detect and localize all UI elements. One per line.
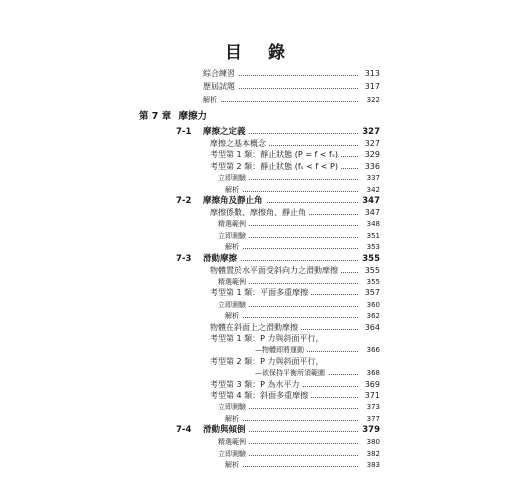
page-number: 336 xyxy=(358,161,380,173)
entry-title: 滑動與傾倒 xyxy=(203,424,249,436)
entry-title: 解析 xyxy=(225,184,242,196)
toc-row[interactable] xyxy=(0,218,520,230)
page-number: 353 xyxy=(358,241,380,253)
entry-title: 摩擦之定義 xyxy=(203,126,249,138)
toc-row[interactable] xyxy=(0,459,520,471)
page-number: 380 xyxy=(358,436,380,448)
toc-row[interactable] xyxy=(0,344,520,356)
page-number: 355 xyxy=(358,276,380,288)
page-number: 327 xyxy=(358,126,380,138)
page-number: 377 xyxy=(358,413,380,425)
dot-leader xyxy=(203,101,358,102)
page-title: 目 錄 xyxy=(225,43,295,63)
page-number: 327 xyxy=(358,138,380,150)
page-number: 355 xyxy=(358,253,380,265)
toc-row[interactable] xyxy=(0,207,520,219)
page-number: 347 xyxy=(358,207,380,219)
page-number: 348 xyxy=(358,218,380,230)
toc-row[interactable] xyxy=(0,138,520,150)
toc-row[interactable] xyxy=(0,390,520,402)
entry-title: —欲保持平衡所須範圍 xyxy=(255,367,328,379)
toc-row[interactable] xyxy=(0,299,520,311)
page-number: 383 xyxy=(358,459,380,471)
dot-leader xyxy=(225,420,358,421)
entry-title: 解析 xyxy=(225,310,242,322)
entry-title: —物體即將運動 xyxy=(255,344,307,356)
chapter-heading xyxy=(139,108,211,122)
entry-title: 考型第 3 類：P 為水平力 xyxy=(210,379,303,391)
toc-row[interactable] xyxy=(0,322,520,334)
entry-title: 立即測驗 xyxy=(218,299,249,311)
entry-title: 物體置於水平面受斜向力之滑動摩擦 xyxy=(210,265,341,277)
entry-title: 立即測驗 xyxy=(218,401,249,413)
entry-title: 解析 xyxy=(225,413,242,425)
entry-title: 精選範例 xyxy=(218,218,249,230)
page-number: 369 xyxy=(358,379,380,391)
page-number: 362 xyxy=(358,310,380,322)
toc-row[interactable] xyxy=(0,356,520,368)
page-number: 368 xyxy=(358,367,380,379)
dot-leader xyxy=(225,317,358,318)
page-number: 357 xyxy=(358,287,380,299)
page-number: 347 xyxy=(358,195,380,207)
section-number: 7-4 xyxy=(176,425,192,436)
entry-title: 解析 xyxy=(225,241,242,253)
toc-row[interactable] xyxy=(0,161,520,173)
entry-title: 考型第 1 類：P 力與斜面平行， xyxy=(210,333,327,345)
page-number: 379 xyxy=(358,424,380,436)
page-number: 317 xyxy=(358,81,380,93)
pre-row[interactable] xyxy=(0,68,520,80)
page-number: 366 xyxy=(358,344,380,356)
entry-title: 歷屆試題 xyxy=(203,81,238,93)
toc-row[interactable] xyxy=(0,333,520,345)
entry-title: 滑動摩擦 xyxy=(203,253,240,265)
page-number: 355 xyxy=(358,265,380,277)
entry-title: 摩擦係數、摩擦角、靜止角 xyxy=(210,207,309,219)
section-number: 7-1 xyxy=(176,127,192,137)
entry-title: 綜合練習 xyxy=(203,68,238,80)
section-number: 7-3 xyxy=(176,253,192,264)
pre-row[interactable] xyxy=(0,94,520,106)
toc-row[interactable] xyxy=(0,241,520,253)
page-number: 364 xyxy=(358,322,380,334)
entry-title: 立即測驗 xyxy=(218,448,249,460)
toc-row[interactable] xyxy=(0,172,520,184)
page-number: 371 xyxy=(358,390,380,402)
page-number: 342 xyxy=(358,184,380,196)
dot-leader xyxy=(225,466,358,467)
toc-row[interactable] xyxy=(0,310,520,322)
toc-row[interactable] xyxy=(0,265,520,277)
entry-title: 精選範例 xyxy=(218,276,249,288)
entry-title: 解析 xyxy=(225,459,242,471)
page-number: 337 xyxy=(358,172,380,184)
toc-row[interactable] xyxy=(0,287,520,299)
toc-row[interactable] xyxy=(0,184,520,196)
entry-title: 解析 xyxy=(203,94,220,106)
entry-title: 物體在斜面上之滑動摩擦 xyxy=(210,322,301,334)
toc-row[interactable] xyxy=(0,253,520,265)
chapter-number: 第 7 章 xyxy=(139,111,172,122)
toc-row[interactable] xyxy=(0,149,520,161)
toc-row[interactable] xyxy=(0,230,520,242)
page-number: 329 xyxy=(358,149,380,161)
entry-title: 精選範例 xyxy=(218,436,249,448)
chapter-name: 摩擦力 xyxy=(178,111,208,122)
entry-title: 考型第 1 類：平面多重摩擦 xyxy=(210,287,311,299)
section-number: 7-2 xyxy=(176,196,192,206)
page-number: 382 xyxy=(358,448,380,460)
entry-title: 考型第 1 類：靜止狀態 (P = f < fₛ) xyxy=(210,149,341,161)
page-number: 313 xyxy=(358,68,380,80)
page-number: 360 xyxy=(358,299,380,311)
toc-row[interactable] xyxy=(0,448,520,460)
page-number: 373 xyxy=(358,401,380,413)
page-number: 322 xyxy=(358,94,380,106)
entry-title: 立即測驗 xyxy=(218,230,249,242)
dot-leader xyxy=(225,191,358,192)
entry-title: 考型第 2 類：靜止狀態 (fₛ < f < P) xyxy=(210,161,341,173)
toc-row[interactable] xyxy=(0,436,520,448)
toc-row[interactable] xyxy=(0,413,520,425)
page-number: 351 xyxy=(358,230,380,242)
toc-row[interactable] xyxy=(0,379,520,391)
toc-row[interactable] xyxy=(0,126,520,138)
toc-row[interactable] xyxy=(0,401,520,413)
entry-title: 摩擦之基本概念 xyxy=(210,138,269,150)
pre-row[interactable] xyxy=(0,81,520,93)
entry-title: 摩擦角及靜止角 xyxy=(203,195,266,207)
toc-row[interactable] xyxy=(0,367,520,379)
dot-leader xyxy=(225,248,358,249)
entry-title: 考型第 2 類：P 力與斜面平行， xyxy=(210,356,327,368)
toc-row[interactable] xyxy=(0,424,520,436)
toc-row[interactable] xyxy=(0,276,520,288)
entry-title: 考型第 4 類：斜面多重摩擦 xyxy=(210,390,311,402)
entry-title: 立即測驗 xyxy=(218,172,249,184)
toc-row[interactable] xyxy=(0,195,520,207)
